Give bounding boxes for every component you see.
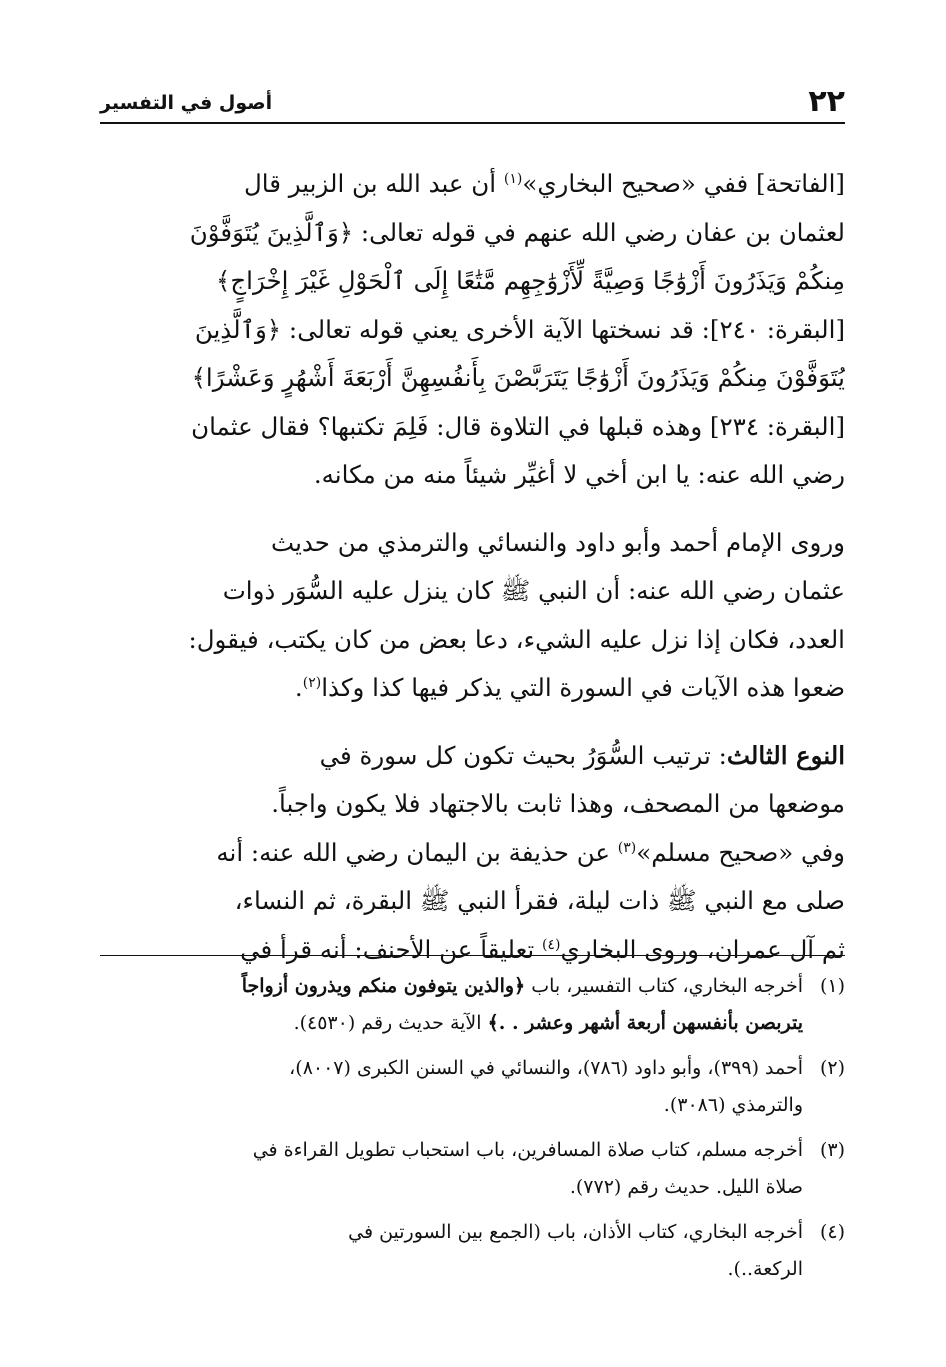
footnote-reference: (٤) (542, 936, 561, 953)
paragraph (100, 160, 845, 500)
running-header (100, 82, 845, 124)
text-line: والترمذي (٣٠٨٦). (663, 1094, 803, 1116)
main-text (100, 160, 845, 993)
text-fragment: وفي «صحيح مسلم» (636, 837, 845, 867)
footnote-text (100, 1050, 803, 1124)
text-fragment: . (294, 673, 303, 702)
footnote-reference: (١) (503, 170, 523, 187)
footnote-reference: (٢) (302, 674, 322, 691)
text-line: رضي الله عنه: يا ابن أخي لا أغيِّر شيئاً منه من مكانه. (313, 460, 845, 489)
text-line (100, 968, 803, 1005)
chapter-title: يتربصن بأنفسهن أربعة أشهر وعشر . .﴾ (487, 1012, 803, 1034)
text-line: موضعها من المصحف، وهذا ثابت بالاجتهاد فلا يكون واجباً. (271, 789, 845, 818)
text-line: عثمان رضي الله عنه: أن النبي ﷺ كان ينزل عليه السُّوَر ذوات (222, 576, 845, 605)
chapter-title: ﴿والذين يتوفون منكم ويذرون أزواجاً (241, 975, 526, 997)
footnote (100, 1132, 845, 1206)
text-fragment: تعليقاً عن الأحنف: أنه قرأ في (240, 934, 543, 964)
book-page (100, 0, 845, 1367)
text-line (100, 160, 845, 209)
footnotes (100, 968, 845, 1296)
text-line: [البقرة: ٢٣٤] وهذه قبلها في التلاوة قال: فَلِمَ تكتبها؟ فقال عثمان (191, 411, 845, 441)
footnote-marker: (٣) (819, 1139, 845, 1161)
text-fragment: [الفاتحة] ففي «صحيح البخاري» (522, 169, 845, 198)
footnote-text (100, 1214, 803, 1288)
text-fragment: : ترتيب السُّوَرُ بحيث تكون كل سورة في (319, 740, 727, 770)
text-line (100, 829, 845, 878)
quran-verse-line: يُتَوَفَّوْنَ مِنكُمْ وَيَذَرُونَ أَزْوَٰجًا يَتَرَبَّصْنَ بِأَنفُسِهِنَّ أَرْبَعَةَ أَشْهُرٍ وَعَشْرًا﴾ (191, 363, 845, 392)
footnote-marker: (١) (819, 975, 845, 997)
text-fragment: عن حذيفة بن اليمان رضي الله عنه: أنه (216, 837, 618, 867)
section-heading: النوع الثالث (726, 740, 845, 770)
footnote (100, 1214, 845, 1288)
footnote-divider (100, 955, 845, 956)
text-fragment: ضعوا هذه الآيات في السورة التي يذكر فيها كذا وكذا (321, 673, 845, 702)
quran-verse-line: مِنكُمْ وَيَذَرُونَ أَزْوَٰجًا وَصِيَّةً لِّأَزْوَٰجِهِم مَّتَٰعًا إِلَى ٱلْحَوْلِ غَيْرَ إِخْرَاجٍ﴾ (216, 266, 845, 295)
text-fragment: الآية حديث رقم (٤٥٣٠). (293, 1012, 488, 1034)
footnote (100, 968, 845, 1042)
footnote-text (100, 1132, 803, 1206)
text-line: الركعة..). (727, 1258, 803, 1280)
text-line: صلاة الليل. حديث رقم (٧٧٢). (569, 1176, 803, 1198)
text-line: وروى الإمام أحمد وأبو داود والنسائي والترمذي من حديث (271, 527, 845, 557)
text-line: أحمد (٣٩٩)، وأبو داود (٧٨٦)، والنسائي في السنن الكبرى (٨٠٠٧)، (289, 1057, 803, 1079)
text-line: أخرجه البخاري، كتاب الأذان، باب (الجمع بين السورتين في (348, 1221, 803, 1243)
footnote-marker: (٤) (819, 1221, 845, 1243)
footnote (100, 1050, 845, 1124)
text-fragment: أخرجه البخاري، كتاب التفسير، باب (525, 975, 803, 997)
footnote-reference: (٣) (617, 839, 637, 856)
footnote-marker: (٢) (819, 1057, 845, 1079)
page-number: ٢٢ (808, 84, 845, 119)
text-line (100, 926, 845, 975)
paragraph (100, 732, 845, 975)
text-line (100, 732, 845, 781)
running-title: أصول في التفسير (100, 92, 273, 114)
text-line: العدد، فكان إذا نزل عليه الشيء، دعا بعض من كان يكتب، فيقول: (188, 624, 845, 654)
text-line (100, 664, 845, 713)
text-line (100, 1005, 803, 1042)
text-line: لعثمان بن عفان رضي الله عنهم في قوله تعالى: ﴿وَٱلَّذِينَ يُتَوَفَّوْنَ (189, 217, 845, 247)
text-line: أخرجه مسلم، كتاب صلاة المسافرين، باب استحباب تطويل القراءة في (252, 1139, 803, 1161)
paragraph (100, 519, 845, 713)
text-fragment: أن عبد الله بن الزبير قال (243, 169, 504, 198)
text-line: [البقرة: ٢٤٠]: قد نسختها الآية الأخرى يعني قوله تعالى: ﴿وَٱلَّذِينَ (194, 314, 845, 344)
text-line: صلى مع النبي ﷺ ذات ليلة، فقرأ النبي ﷺ البقرة، ثم النساء، (234, 886, 845, 915)
text-fragment: ثم آل عمران، وروى البخاري (560, 934, 845, 964)
footnote-text (100, 968, 803, 1042)
